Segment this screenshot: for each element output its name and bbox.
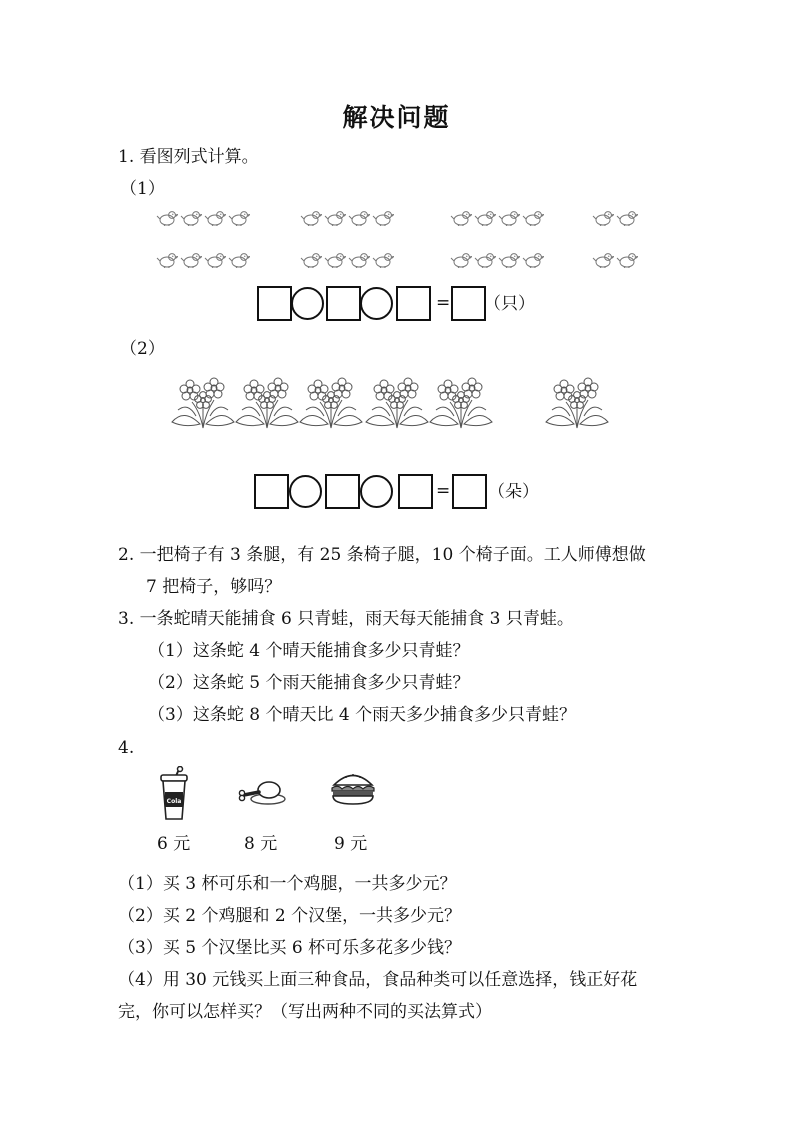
chick-icon	[180, 210, 202, 226]
chick-icon	[498, 252, 520, 268]
chick-icon	[592, 252, 614, 268]
flower-icon	[298, 372, 364, 430]
chick-icon	[474, 252, 496, 268]
q4-sub3: （3）买 5 个汉堡比买 6 杯可乐多花多少钱？	[118, 938, 462, 958]
chick-icon	[450, 210, 472, 226]
page-title: 解决问题	[342, 103, 451, 132]
chick-icon	[324, 252, 346, 268]
q4-sub4-line1: （4）用 30 元钱买上面三种食品，食品种类可以任意选择，钱正好花	[118, 970, 638, 990]
chick-icon	[616, 252, 638, 268]
q4-sub4-line2: 完，你可以怎样买？（写出两种不同的买法算式）	[118, 1002, 492, 1022]
flower-icon	[364, 372, 430, 430]
answer-box[interactable]	[396, 286, 431, 321]
chick-icon	[498, 210, 520, 226]
answer-box[interactable]	[452, 474, 487, 509]
unit-label: （朵）	[488, 482, 539, 502]
chick-icon	[228, 252, 250, 268]
price-chicken-leg: 8 元	[244, 834, 278, 854]
price-cola: 6 元	[157, 834, 191, 854]
q3-heading: 3. 一条蛇晴天能捕食 6 只青蛙，雨天每天能捕食 3 只青蛙。	[118, 609, 574, 629]
equals-sign: =	[436, 293, 451, 313]
hamburger-icon	[330, 768, 376, 808]
answer-box[interactable]	[398, 474, 433, 509]
operator-circle[interactable]	[291, 287, 324, 320]
cola-label: Cola	[166, 798, 182, 805]
chick-icon	[450, 252, 472, 268]
price-hamburger: 9 元	[334, 834, 368, 854]
chick-icon	[324, 210, 346, 226]
q4-heading: 4.	[118, 738, 135, 758]
unit-label: （只）	[484, 294, 535, 314]
chick-icon	[228, 210, 250, 226]
chick-icon	[592, 210, 614, 226]
chick-icon	[372, 210, 394, 226]
chick-icon	[300, 210, 322, 226]
q4-sub1: （1）买 3 杯可乐和一个鸡腿，一共多少元？	[118, 874, 457, 894]
chick-icon	[156, 210, 178, 226]
answer-box[interactable]	[326, 286, 361, 321]
chick-icon	[348, 210, 370, 226]
chick-icon	[300, 252, 322, 268]
flower-icon	[234, 372, 300, 430]
answer-box[interactable]	[325, 474, 360, 509]
q1-part1-label: （1）	[120, 179, 165, 199]
q1-heading: 1. 看图列式计算。	[118, 147, 259, 167]
cola-cup-icon	[156, 766, 192, 822]
operator-circle[interactable]	[360, 287, 393, 320]
q2-line1: 2. 一把椅子有 3 条腿，有 25 条椅子腿，10 个椅子面。工人师傅想做	[118, 545, 646, 565]
q2-line2: 7 把椅子，够吗？	[146, 577, 282, 597]
q1-part2-label: （2）	[120, 339, 165, 359]
answer-box[interactable]	[257, 286, 292, 321]
chick-icon	[522, 252, 544, 268]
chick-icon	[474, 210, 496, 226]
chick-icon	[204, 252, 226, 268]
chick-icon	[204, 210, 226, 226]
q4-sub2: （2）买 2 个鸡腿和 2 个汉堡，一共多少元？	[118, 906, 462, 926]
operator-circle[interactable]	[360, 475, 393, 508]
q3-sub2: （2）这条蛇 5 个雨天能捕食多少只青蛙？	[148, 673, 470, 693]
flower-icon	[428, 372, 494, 430]
chick-icon	[180, 252, 202, 268]
chick-icon	[616, 210, 638, 226]
equals-sign: =	[436, 481, 451, 501]
q3-sub1: （1）这条蛇 4 个晴天能捕食多少只青蛙？	[148, 641, 470, 661]
chick-icon	[156, 252, 178, 268]
answer-box[interactable]	[451, 286, 486, 321]
chicken-leg-icon	[236, 778, 286, 806]
flower-icon	[170, 372, 236, 430]
q3-sub3: （3）这条蛇 8 个晴天比 4 个雨天多少捕食多少只青蛙？	[148, 705, 577, 725]
chick-icon	[522, 210, 544, 226]
chick-icon	[348, 252, 370, 268]
chick-icon	[372, 252, 394, 268]
answer-box[interactable]	[254, 474, 289, 509]
operator-circle[interactable]	[289, 475, 322, 508]
flower-icon	[544, 372, 610, 430]
